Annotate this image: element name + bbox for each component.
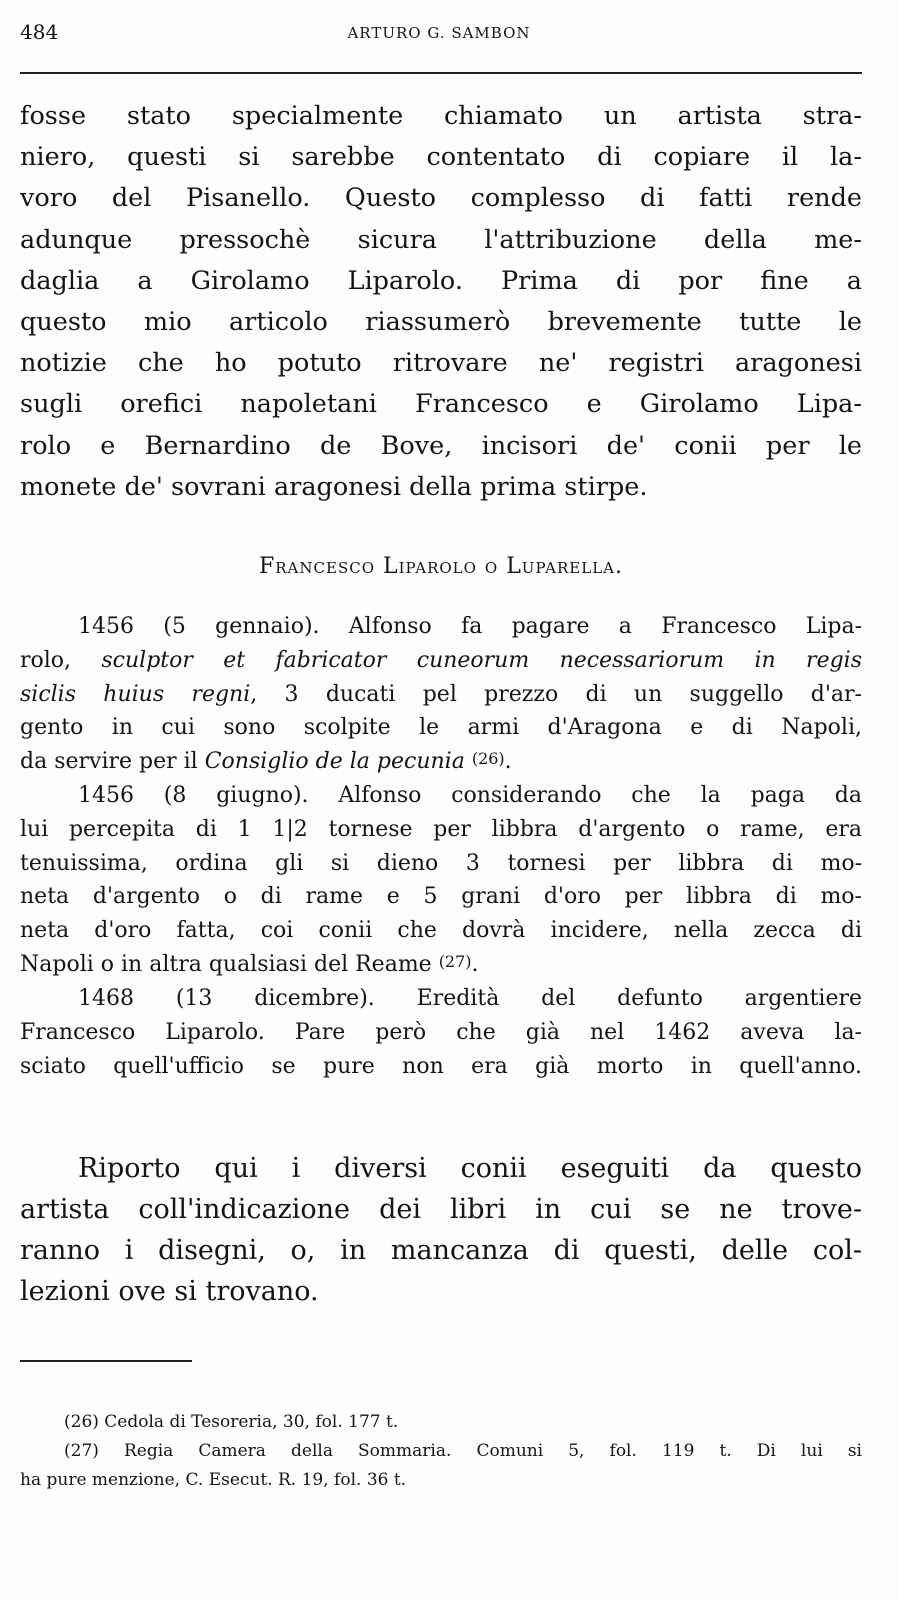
text-line: Riporto qui i diversi conii eseguiti da questo (78, 1153, 862, 1184)
text-line: neta d'oro fatta, coi conii che dovrà incidere, nella zecca di (20, 918, 862, 944)
text-line: niero, questi si sarebbe contentato di copiare il la- (20, 142, 862, 173)
text-line (20, 948, 862, 983)
text-line: notizie che ho potuto ritrovare ne' registri aragonesi (20, 348, 862, 379)
section-heading-text: Francesco Liparolo o Luparella. (259, 554, 623, 579)
text-line: daglia a Girolamo Liparolo. Prima di por fine a (20, 265, 862, 296)
body-paragraph (20, 96, 862, 508)
text-line: monete de' sovrani aragonesi della prima stirpe. (20, 471, 648, 502)
text-span: . (504, 749, 512, 775)
text-line: adunque pressochè sicura l'attribuzione della me- (20, 224, 862, 255)
text-line: ranno i disegni, o, in mancanza di questi, delle col- (20, 1235, 862, 1266)
text-line: rolo e Bernardino de Bove, incisori de' conii per le (20, 430, 862, 461)
text-line (20, 678, 862, 712)
text-line: sciato quell'ufficio se pure non era già morto in quell'anno. (20, 1053, 862, 1079)
text-line: lui percepita di 1 1|2 tornese per libbra d'argento o rame, era (20, 816, 862, 842)
text-line: artista coll'indicazione dei libri in cui se ne trove- (20, 1194, 862, 1225)
text-line: fosse stato specialmente chiamato un artista stra- (20, 101, 862, 131)
closing-paragraph (20, 1148, 862, 1312)
text-span: . (471, 951, 479, 977)
entry-1456-june (20, 779, 862, 983)
footnote-27-continued: ha pure menzione, C. Esecut. R. 19, fol. 36 t. (20, 1470, 407, 1490)
text-span: , 3 ducati pel prezzo di un suggello d'ar- (250, 681, 862, 707)
text-line: sugli orefici napoletani Francesco e Girolamo Lipa- (20, 389, 862, 420)
text-line: questo mio articolo riassumerò brevemente tutte le (20, 307, 862, 338)
latin-quote: sculptor et fabricator cuneorum necessariorum in regis (101, 647, 862, 673)
text-line (20, 745, 862, 780)
section-heading (20, 554, 862, 579)
text-line: 1468 (13 dicembre). Eredità del defunto argentiere (78, 986, 862, 1011)
text-line: Francesco Liparolo. Pare però che già nel 1462 aveva la- (20, 1019, 862, 1045)
footnote-27: (27) Regia Camera della Sommaria. Comuni 5, fol. 119 t. Di lui si (64, 1441, 862, 1461)
footnote-ref-27[interactable]: (27) (438, 951, 472, 971)
running-title: ARTURO G. SAMBON (347, 24, 531, 42)
latin-quote: siclis huius regni (20, 681, 251, 707)
page-header (20, 20, 858, 50)
text-line: 1456 (5 gennaio). Alfonso fa pagare a Francesco Lipa- (78, 614, 862, 639)
text-line: lezioni ove si trovano. (20, 1276, 319, 1307)
footnote-ref-26[interactable]: (26) (471, 749, 505, 769)
text-span: rolo, (20, 647, 102, 673)
text-line: 1456 (8 giugno). Alfonso considerando che la paga da (78, 783, 862, 808)
text-line: tenuissima, ordina gli si dieno 3 tornesi per libbra di mo- (20, 850, 862, 876)
footnote-26: (26) Cedola di Tesoreria, 30, fol. 177 t. (64, 1412, 399, 1432)
text-span: Napoli o in altra qualsiasi del Reame (20, 951, 439, 977)
footnote-rule (20, 1360, 192, 1362)
entry-1456-january (20, 610, 862, 780)
italic-title: Consiglio de la pecunia (204, 749, 465, 775)
page-number: 484 (20, 20, 59, 44)
entry-1468-december (20, 982, 862, 1083)
text-span: da servire per il (20, 749, 205, 775)
footnotes (20, 1408, 862, 1495)
text-line (20, 644, 862, 678)
text-line: neta d'argento o di rame e 5 grani d'oro per libbra di mo- (20, 884, 862, 910)
header-rule (20, 72, 862, 74)
text-line: gento in cui sono scolpite le armi d'Aragona e di Napoli, (20, 715, 862, 741)
text-line: voro del Pisanello. Questo complesso di fatti rende (20, 183, 862, 214)
